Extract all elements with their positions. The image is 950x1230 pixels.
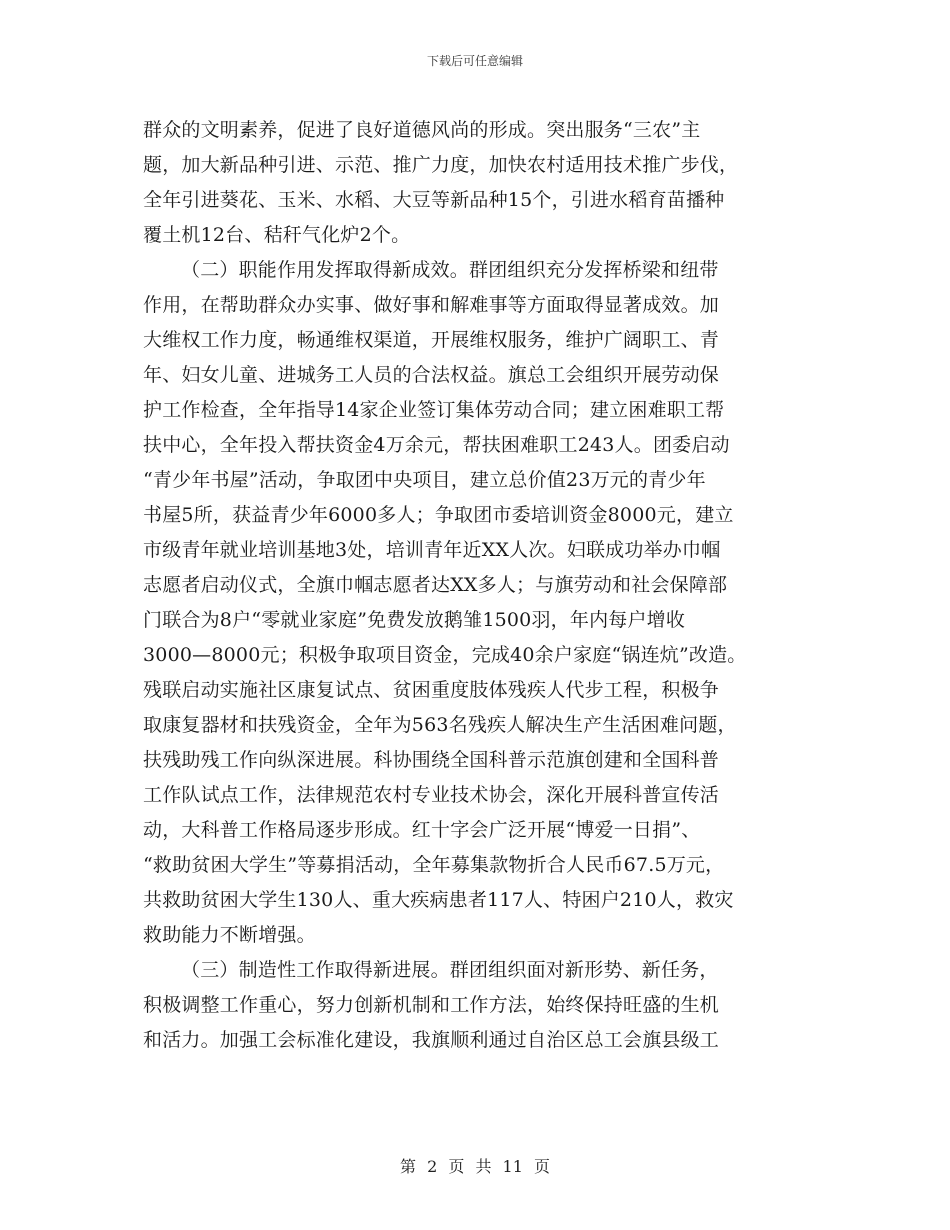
text-line: 书屋5所，获益青少年6000多人；争取团市委培训资金8000元，建立	[143, 504, 734, 526]
text-line: “救助贫困大学生”等募捐活动，全年募集款物折合人民币67.5万元，	[143, 854, 725, 876]
document-body	[143, 113, 823, 1058]
text-line: 护工作检查，全年指导14家企业签订集体劳动合同；建立困难职工帮	[143, 399, 725, 421]
text-line: “青少年书屋”活动，争取团中央项目，建立总价值23万元的青少年	[143, 469, 706, 491]
text-line: 大维权工作力度，畅通维权渠道，开展维权服务，维护广阔职工、青	[143, 329, 720, 351]
text-line: 和活力。加强工会标准化建设，我旗顺利通过自治区总工会旗县级工	[143, 1029, 720, 1051]
text-line: 市级青年就业培训基地3处，培训青年近XX人次。妇联成功举办巾帼	[143, 539, 721, 561]
text-line: 共救助贫困大学生130人、重大疾病患者117人、特困户210人，救灾	[143, 889, 734, 911]
text-line: 扶残助残工作向纵深进展。科协围绕全国科普示范旗创建和全国科普	[143, 749, 720, 771]
text-line: 残联启动实施社区康复试点、贫困重度肢体残疾人代步工程，积极争	[143, 679, 720, 701]
text-line: 扶中心，全年投入帮扶资金4万余元，帮扶困难职工243人。团委启动	[143, 434, 730, 456]
text-line: 救助能力不断增强。	[143, 924, 316, 946]
text-line: 群众的文明素养，促进了良好道德风尚的形成。突出服务“三农”主	[143, 119, 701, 141]
paragraph-start-line: （三）制造性工作取得新进展。群团组织面对新形势、新任务，	[181, 959, 719, 981]
text-line: 积极调整工作重心，努力创新机制和工作方法，始终保持旺盛的生机	[143, 994, 720, 1016]
text-line: 题，加大新品种引进、示范、推广力度，加快农村适用技术推广步伐，	[143, 154, 739, 176]
text-line: 取康复器材和扶残资金，全年为563名残疾人解决生产生活困难问题，	[143, 714, 737, 736]
text-line: 覆土机12台、秸秆气化炉2个。	[143, 224, 411, 246]
page-header: 下载后可任意编辑	[426, 54, 523, 68]
page-footer: 第 2 页 共 11 页	[400, 1157, 550, 1176]
text-line: 工作队试点工作，法律规范农村专业技术协会，深化开展科普宣传活	[143, 784, 720, 806]
text-line: 3000—8000元；积极争取项目资金，完成40余户家庭“锅连炕”改造。	[143, 644, 747, 666]
text-line: 全年引进葵花、玉米、水稻、大豆等新品种15个，引进水稻育苗播种	[143, 189, 725, 211]
text-line: 动，大科普工作格局逐步形成。红十字会广泛开展“博爱一日捐”、	[143, 819, 701, 841]
text-line: 志愿者启动仪式，全旗巾帼志愿者达XX多人；与旗劳动和社会保障部	[143, 574, 728, 596]
text-line: 门联合为8户“零就业家庭”免费发放鹅雏1500羽，年内每户增收	[143, 609, 686, 631]
text-line: 年、妇女儿童、进城务工人员的合法权益。旗总工会组织开展劳动保	[143, 364, 720, 386]
paragraph-start-line: （二）职能作用发挥取得新成效。群团组织充分发挥桥梁和纽带	[181, 259, 719, 281]
text-line: 作用，在帮助群众办实事、做好事和解难事等方面取得显著成效。加	[143, 294, 720, 316]
